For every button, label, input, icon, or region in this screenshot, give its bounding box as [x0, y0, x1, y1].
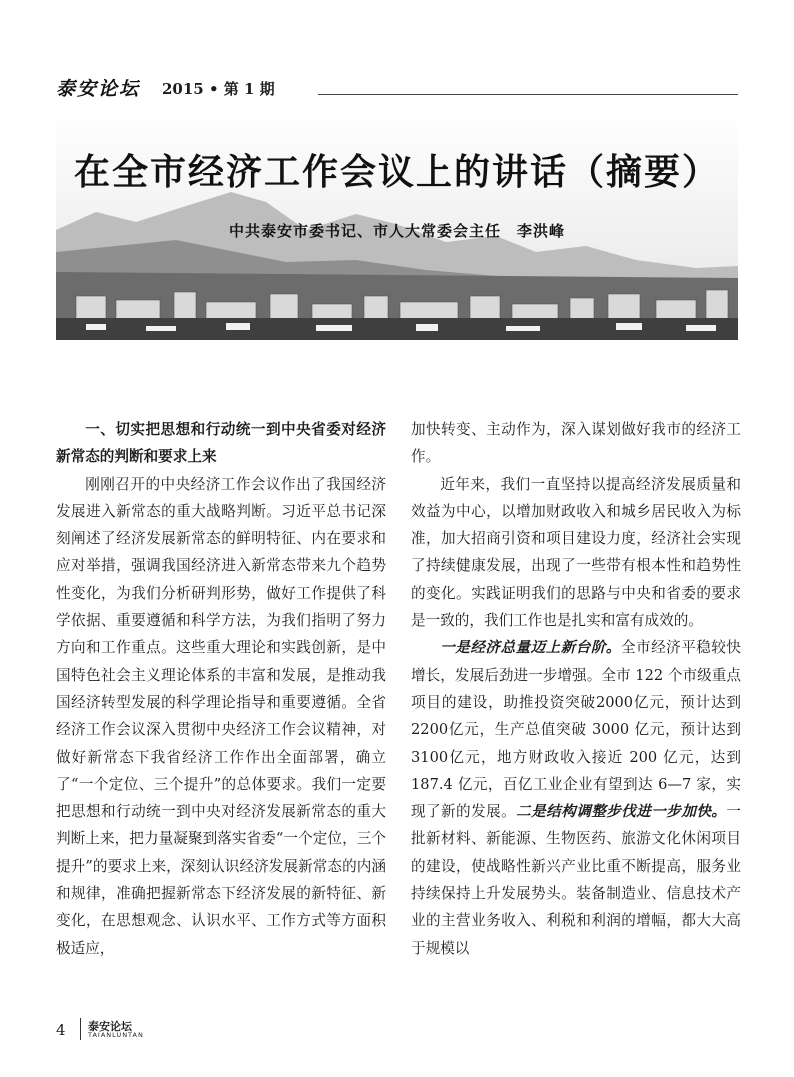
- article-author: 中共泰安市委书记、市人大常委会主任 李洪峰: [228, 222, 565, 240]
- issue-label: 2015 • 第 1 期: [162, 80, 275, 98]
- right-column: [411, 416, 741, 962]
- article-title: 在全市经济工作会议上的讲话（摘要）: [73, 151, 720, 193]
- paragraph-text: 全市经济平稳较快增长，发展后劲进一步增强。全市 122 个市级重点项目的建设，助推投资突破2000亿元，预计达到 2200亿元，生产总值突破 3000 亿元，预计达到 3100亿元，地方财政收入接近 200 亿元，达到 187.4 亿元，百亿工业企业有望到达 6—7 家，实现了新的发展。: [411, 639, 741, 821]
- left-column: [56, 416, 386, 962]
- footer-divider: [80, 1018, 81, 1040]
- section-heading: 一、切实把思想和行动统一到中央省委对经济新常态的判断和要求上来: [56, 421, 386, 466]
- paragraph: 近年来，我们一直坚持以提高经济发展质量和效益为中心，以增加财政收入和城乡居民收入为标准，加大招商引资和项目建设力度，经济社会实现了持续健康发展，出现了一些带有根本性和趋势性的变化。实践证明我们的思路与中央和省委的要求是一致的，我们工作也是扎实和富有成效的。: [411, 475, 741, 630]
- paragraph: [411, 634, 741, 962]
- page-footer: [56, 1018, 216, 1042]
- title-banner: [56, 110, 738, 340]
- footer-journal-name: 泰安论坛: [88, 1020, 132, 1033]
- running-header: [56, 74, 738, 98]
- footer-journal-pinyin: TAIANLUNTAN: [88, 1031, 144, 1039]
- lead-phrase: 一是经济总量迈上新台阶。: [440, 639, 621, 657]
- paragraph: 刚刚召开的中央经济工作会议作出了我国经济发展进入新常态的重大战略判断。习近平总书记深刻阐述了经济发展新常态的鲜明特征、内在要求和应对举措，强调我国经济进入新常态带来九个趋势性变化，为我们分析研判形势，做好工作提供了科学依据、重要遵循和科学方法，为我们指明了努力方向和工作重点。这些重大理论和实践创新，是中国特色社会主义理论体系的丰富和发展，是推动我国经济转型发展的科学理论指导和重要遵循。全省经济工作会议深入贯彻中央经济工作会议精神，对做好新常态下我省经济工作作出全面部署，确立了“一个定位、三个提升”的总体要求。我们一定要把思想和行动统一到中央对经济发展新常态的重大判断上来，把力量凝聚到落实省委“一个定位，三个提升”的要求上来，深刻认识经济发展新常态的内涵和规律，准确把握新常态下经济发展的新特征、新变化，在思想观念、认识水平、工作方式等方面积极适应，: [56, 475, 386, 957]
- lead-phrase: 二是结构调整步伐进一步加快。: [516, 803, 727, 821]
- paragraph-text: 一批新材料、新能源、生物医药、旅游文化休闲项目的建设，使战略性新兴产业比重不断提高，服务业持续保持上升发展势头。装备制造业、信息技术产业的主营业务收入、利税和利润的增幅，都大大高于规模以: [411, 803, 741, 957]
- journal-name: 泰安论坛: [56, 78, 141, 100]
- page-number: 4: [56, 1021, 66, 1039]
- paragraph-continued: 加快转变、主动作为，深入谋划做好我市的经济工作。: [411, 421, 741, 466]
